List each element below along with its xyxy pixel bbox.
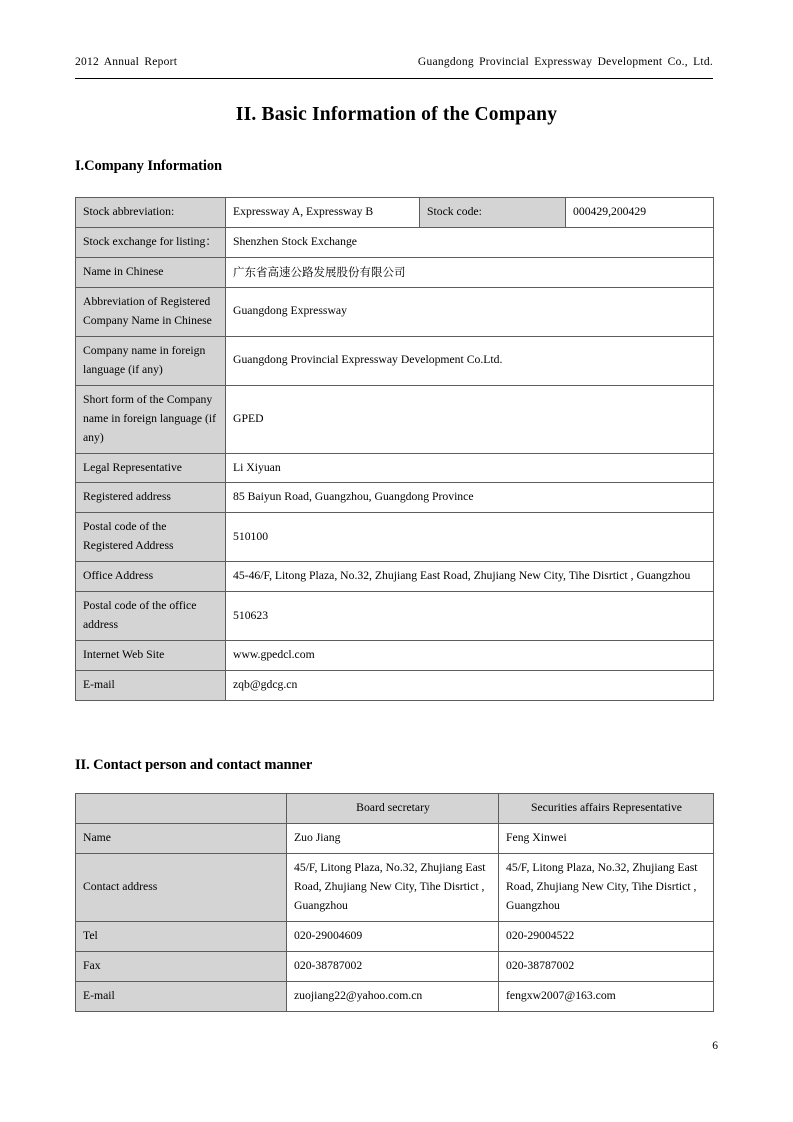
- page-number: 6: [712, 1040, 718, 1052]
- cell-securities-representative: Feng Xinwei: [499, 823, 714, 853]
- table-row: [76, 513, 714, 562]
- row-value: Expressway A, Expressway B: [226, 198, 420, 228]
- cell-board-secretary: Zuo Jiang: [287, 823, 499, 853]
- column-header-securities-representative: Securities affairs Representative: [499, 794, 714, 824]
- page-title: II. Basic Information of the Company: [235, 104, 558, 125]
- row-label: Legal Representative: [76, 453, 226, 483]
- row-value: 510100: [226, 513, 714, 562]
- table-row: [76, 951, 714, 981]
- cell-board-secretary: 45/F, Litong Plaza, No.32, Zhujiang East Road, Zhujiang New City, Tihe Disrtict , Guangzhou: [287, 853, 499, 921]
- column-header-board-secretary: Board secretary: [287, 794, 499, 824]
- row-value: Guangdong Expressway: [226, 287, 714, 336]
- row-label: Stock abbreviation:: [76, 198, 226, 228]
- table-row: [76, 823, 714, 853]
- table-row: [76, 453, 714, 483]
- row-label: E-mail: [76, 981, 287, 1011]
- cell-board-secretary: 020-38787002: [287, 951, 499, 981]
- row-value-secondary: 000429,200429: [566, 198, 714, 228]
- row-value: Li Xiyuan: [226, 453, 714, 483]
- row-label: Registered address: [76, 483, 226, 513]
- cell-board-secretary: zuojiang22@yahoo.com.cn: [287, 981, 499, 1011]
- row-label: Stock exchange for listing：: [76, 227, 226, 257]
- section-heading-contact-person: II. Contact person and contact manner: [75, 757, 313, 773]
- table-row: [76, 385, 714, 453]
- row-value: 广东省高速公路发展股份有限公司: [226, 257, 714, 287]
- section-heading-company-information: I.Company Information: [75, 158, 222, 174]
- row-value: Shenzhen Stock Exchange: [226, 227, 714, 257]
- row-label: Company name in foreign language (if any): [76, 336, 226, 385]
- row-value: GPED: [226, 385, 714, 453]
- cell-securities-representative: fengxw2007@163.com: [499, 981, 714, 1011]
- table-header-row: [76, 794, 714, 824]
- cell-securities-representative: 020-38787002: [499, 951, 714, 981]
- row-label: Postal code of the office address: [76, 592, 226, 641]
- table-row: [76, 483, 714, 513]
- company-information-table: [75, 197, 714, 701]
- row-value: 85 Baiyun Road, Guangzhou, Guangdong Province: [226, 483, 714, 513]
- row-value: Guangdong Provincial Expressway Development Co.Ltd.: [226, 336, 714, 385]
- table-row: [76, 592, 714, 641]
- cell-board-secretary: 020-29004609: [287, 921, 499, 951]
- row-label: Abbreviation of Registered Company Name in Chinese: [76, 287, 226, 336]
- cell-securities-representative: 020-29004522: [499, 921, 714, 951]
- row-label: Name in Chinese: [76, 257, 226, 287]
- row-value: 45-46/F, Litong Plaza, No.32, Zhujiang East Road, Zhujiang New City, Tihe Disrtict , Guangzhou: [226, 562, 714, 592]
- row-label: Name: [76, 823, 287, 853]
- row-label: E-mail: [76, 671, 226, 701]
- row-label-secondary: Stock code:: [420, 198, 566, 228]
- table-row: [76, 981, 714, 1011]
- running-header-right: Guangdong Provincial Expressway Development Co., Ltd.: [417, 56, 713, 68]
- row-value: zqb@gdcg.cn: [226, 671, 714, 701]
- table-row: [76, 257, 714, 287]
- row-label: Fax: [76, 951, 287, 981]
- row-label: Short form of the Company name in foreign language (if any): [76, 385, 226, 453]
- row-label: Internet Web Site: [76, 641, 226, 671]
- cell-securities-representative: 45/F, Litong Plaza, No.32, Zhujiang East Road, Zhujiang New City, Tihe Disrtict , Guangzhou: [499, 853, 714, 921]
- row-label: Contact address: [76, 853, 287, 921]
- table-row: [76, 198, 714, 228]
- row-label: Postal code of the Registered Address: [76, 513, 226, 562]
- column-header-blank: [76, 794, 287, 824]
- table-row: [76, 853, 714, 921]
- table-row: [76, 921, 714, 951]
- running-header-left: 2012 Annual Report: [75, 56, 178, 68]
- table-row: [76, 671, 714, 701]
- table-row: [76, 562, 714, 592]
- row-label: Tel: [76, 921, 287, 951]
- table-row: [76, 336, 714, 385]
- table-row: [76, 227, 714, 257]
- row-value: 510623: [226, 592, 714, 641]
- running-header: [75, 56, 713, 79]
- row-label: Office Address: [76, 562, 226, 592]
- table-row: [76, 287, 714, 336]
- row-value: www.gpedcl.com: [226, 641, 714, 671]
- contact-person-table: [75, 793, 714, 1012]
- table-row: [76, 641, 714, 671]
